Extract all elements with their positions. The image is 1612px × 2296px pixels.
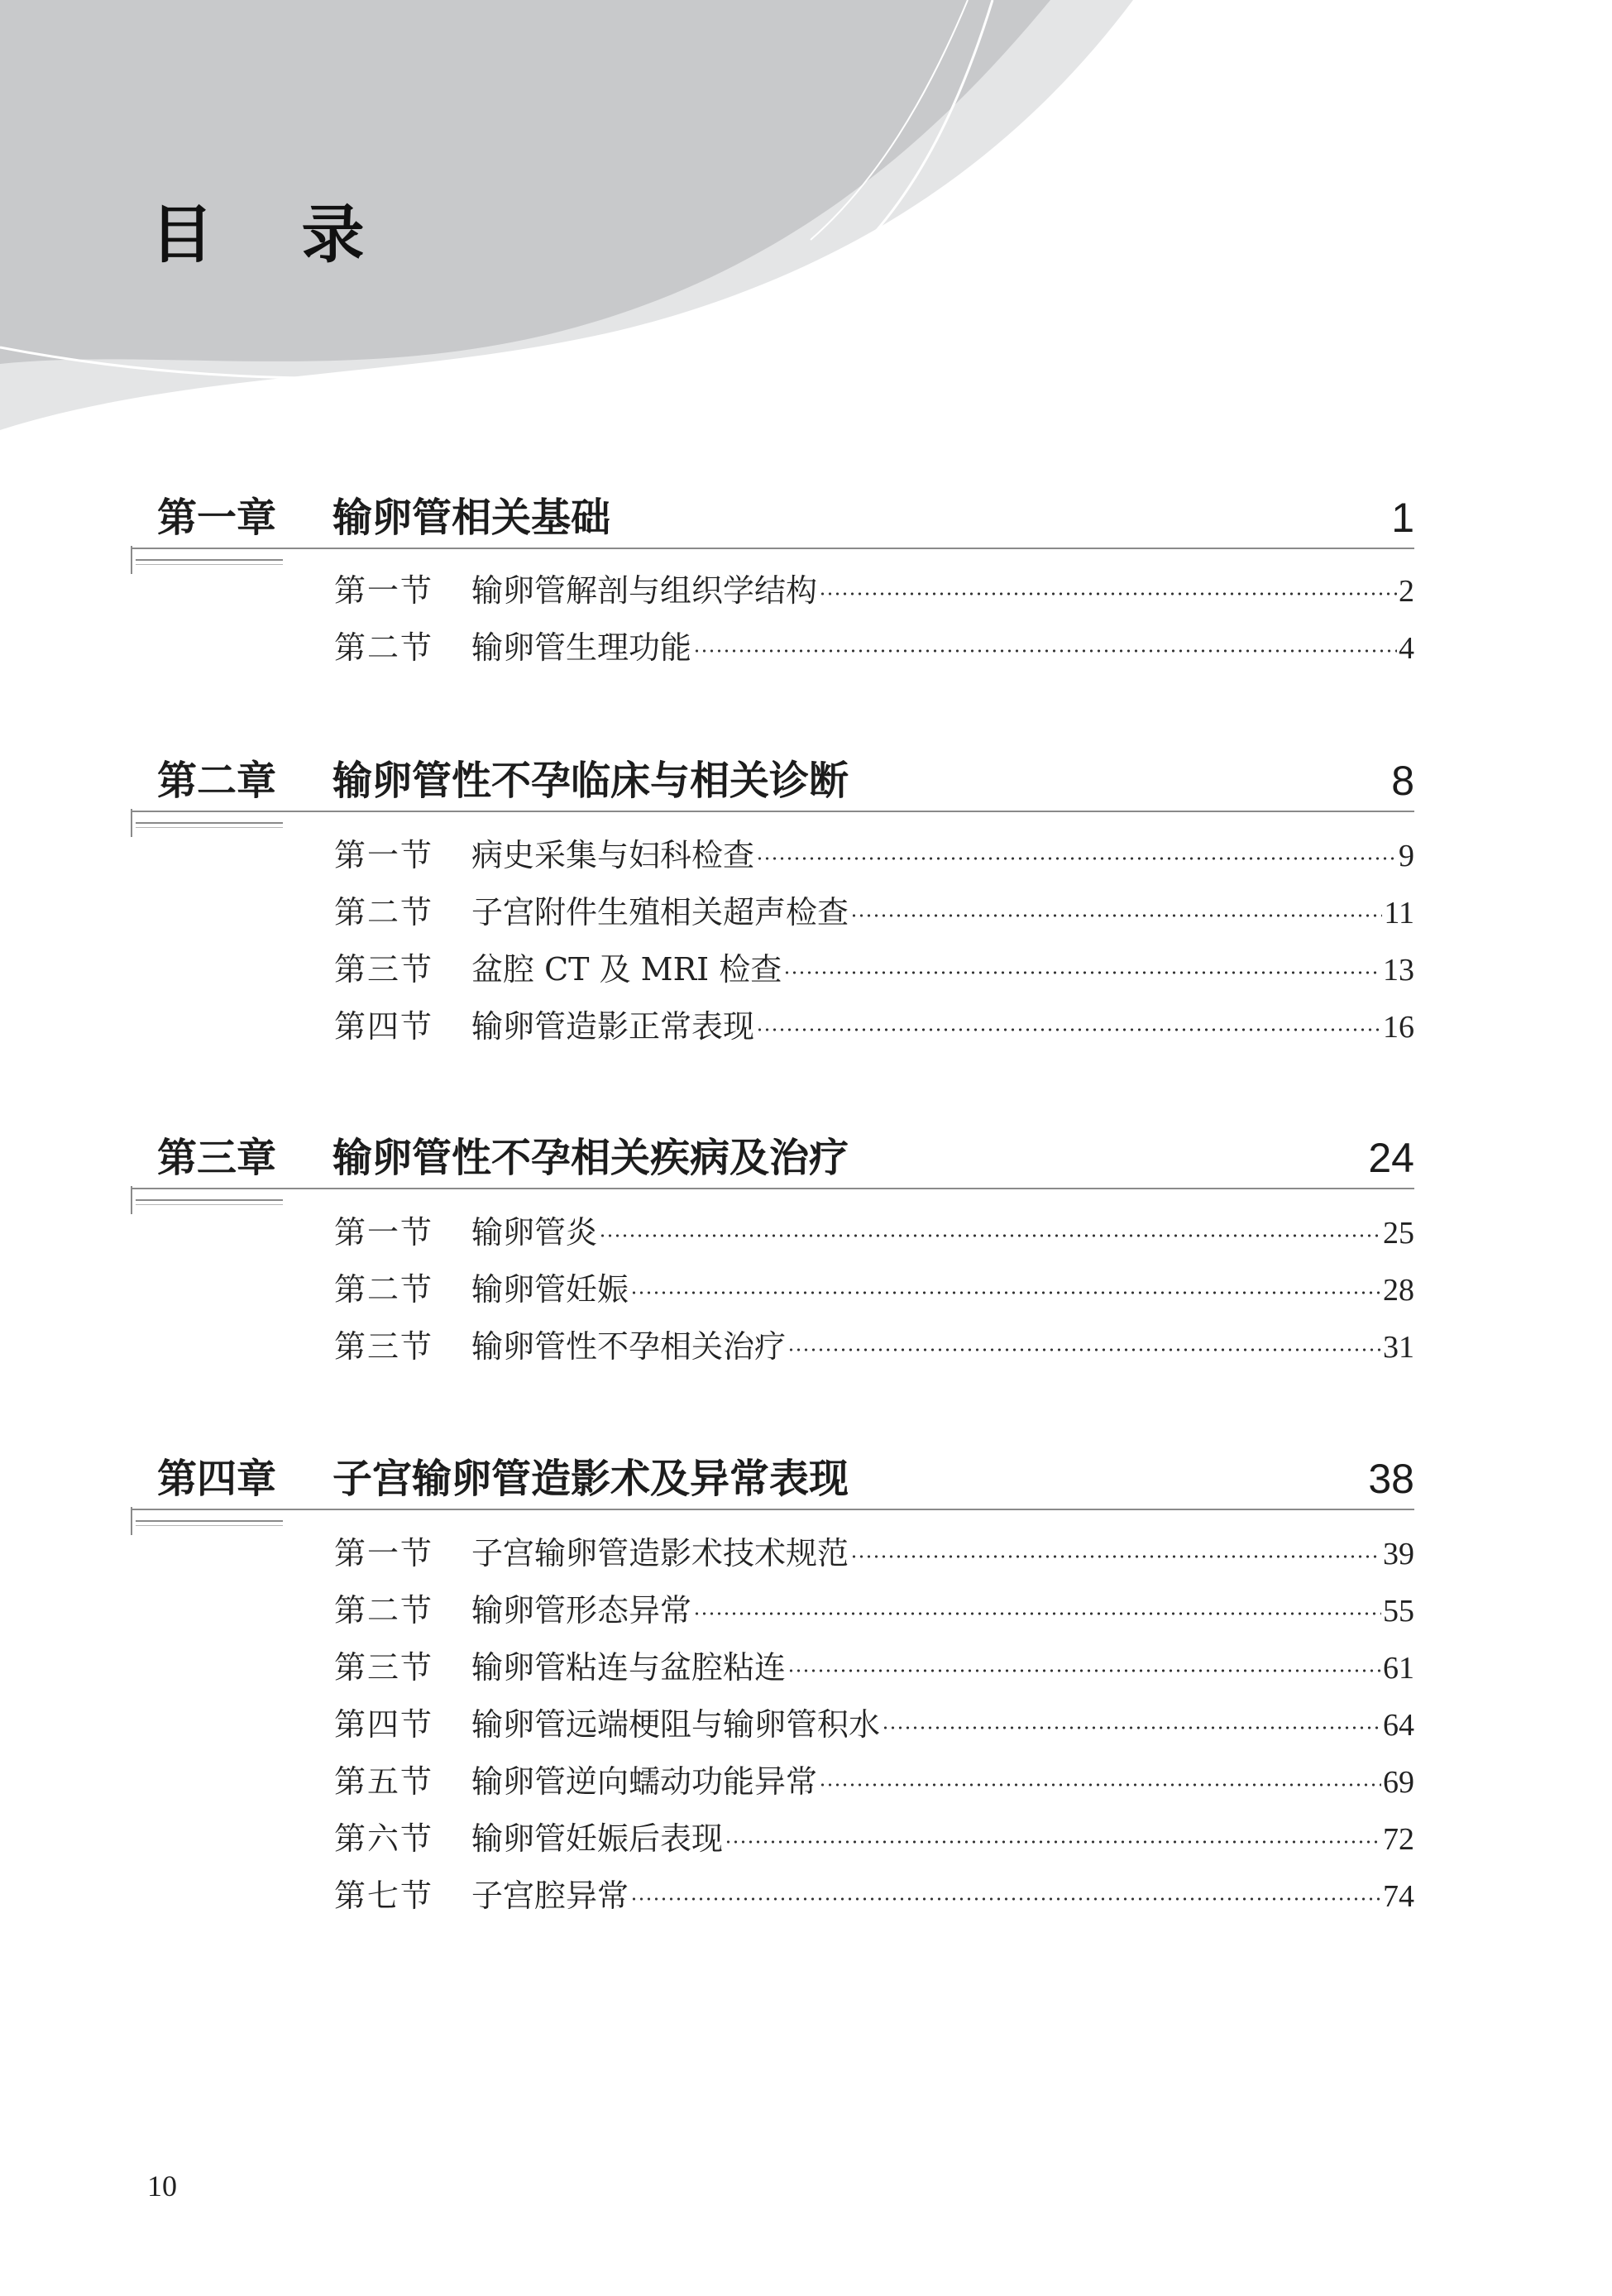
section-entry[interactable] xyxy=(334,1874,1414,1917)
dot-leader xyxy=(756,854,1397,863)
section-title: 输卵管性不孕相关治疗 xyxy=(471,1328,787,1365)
dot-leader xyxy=(850,1552,1381,1561)
section-entry[interactable] xyxy=(334,1589,1414,1632)
section-title: 输卵管远端梗阻与输卵管积水 xyxy=(471,1706,881,1743)
section-number: 第五节 xyxy=(334,1763,434,1800)
section-entry[interactable] xyxy=(334,948,1414,991)
section-page: 72 xyxy=(1383,1822,1414,1857)
section-entry[interactable] xyxy=(334,1211,1414,1254)
section-title: 输卵管形态异常 xyxy=(471,1592,692,1629)
section-title: 输卵管妊娠 xyxy=(471,1271,629,1308)
section-page: 25 xyxy=(1383,1216,1414,1251)
chapter-underline xyxy=(136,822,283,824)
chapter-underline xyxy=(136,559,283,561)
dot-leader xyxy=(819,590,1397,598)
section-title: 输卵管造影正常表现 xyxy=(471,1008,755,1045)
chapter-rule xyxy=(131,811,1414,812)
section-number: 第六节 xyxy=(334,1820,434,1857)
section-number: 第二节 xyxy=(334,629,434,666)
chapter-heading[interactable] xyxy=(157,493,1414,559)
section-title: 输卵管炎 xyxy=(471,1214,598,1251)
section-page: 64 xyxy=(1383,1708,1414,1743)
section-page: 31 xyxy=(1383,1330,1414,1365)
chapter-page: 24 xyxy=(1368,1135,1414,1181)
section-entry[interactable] xyxy=(334,626,1414,669)
chapter-underline-thin xyxy=(136,564,283,565)
chapter-rule xyxy=(131,1509,1414,1510)
dot-leader xyxy=(630,1289,1381,1297)
section-title: 病史采集与妇科检查 xyxy=(471,837,755,873)
chapter-underline xyxy=(136,1520,283,1522)
section-entry[interactable] xyxy=(334,1703,1414,1746)
chapter-page: 8 xyxy=(1391,758,1414,804)
dot-leader xyxy=(882,1724,1381,1732)
section-entry[interactable] xyxy=(334,569,1414,612)
section-title: 子宫腔异常 xyxy=(471,1877,629,1914)
section-number: 第三节 xyxy=(334,951,434,988)
chapter-heading[interactable] xyxy=(157,1133,1414,1199)
section-title: 输卵管妊娠后表现 xyxy=(471,1820,724,1857)
section-page: 74 xyxy=(1383,1879,1414,1914)
section-page: 69 xyxy=(1383,1765,1414,1800)
section-title: 子宫附件生殖相关超声检查 xyxy=(471,894,849,930)
section-page: 61 xyxy=(1383,1651,1414,1686)
chapter-title: 输卵管性不孕相关疾病及治疗 xyxy=(332,1135,849,1181)
section-number: 第一节 xyxy=(334,572,434,609)
section-page: 4 xyxy=(1399,631,1414,666)
section-title: 输卵管逆向蠕动功能异常 xyxy=(471,1763,818,1800)
dot-leader xyxy=(756,1026,1381,1034)
dot-leader xyxy=(787,1346,1381,1354)
section-page: 28 xyxy=(1383,1273,1414,1308)
dot-leader xyxy=(725,1838,1381,1846)
page-number: 10 xyxy=(147,2169,177,2203)
section-number: 第二节 xyxy=(334,1592,434,1629)
chapter-page: 38 xyxy=(1368,1456,1414,1502)
section-entry[interactable] xyxy=(334,1325,1414,1368)
section-title: 输卵管解剖与组织学结构 xyxy=(471,572,818,609)
section-number: 第三节 xyxy=(334,1649,434,1686)
section-entry[interactable] xyxy=(334,1532,1414,1575)
chapter-underline-thin xyxy=(136,1525,283,1526)
section-entry[interactable] xyxy=(334,1268,1414,1311)
section-page: 2 xyxy=(1399,574,1414,609)
section-title: 输卵管粘连与盆腔粘连 xyxy=(471,1649,787,1686)
section-page: 55 xyxy=(1383,1594,1414,1629)
section-entry[interactable] xyxy=(334,891,1414,934)
section-number: 第七节 xyxy=(334,1877,434,1914)
dot-leader xyxy=(693,647,1397,655)
page-title: 目 录 xyxy=(151,198,398,271)
section-number: 第二节 xyxy=(334,1271,434,1308)
chapter-underline-thin xyxy=(136,1204,283,1205)
chapter-title: 子宫输卵管造影术及异常表现 xyxy=(332,1456,849,1502)
dot-leader xyxy=(819,1781,1381,1789)
section-page: 13 xyxy=(1383,953,1414,988)
section-entry[interactable] xyxy=(334,1760,1414,1803)
chapter-underline xyxy=(136,1199,283,1201)
section-entry[interactable] xyxy=(334,1817,1414,1860)
chapter-title: 输卵管相关基础 xyxy=(332,495,611,541)
chapter-heading[interactable] xyxy=(157,1454,1414,1520)
section-number: 第二节 xyxy=(334,894,434,930)
section-number: 第四节 xyxy=(334,1008,434,1045)
section-title: 盆腔 CT 及 MRI 检查 xyxy=(471,951,782,988)
section-number: 第一节 xyxy=(334,837,434,873)
dot-leader xyxy=(787,1667,1381,1675)
chapter-rule xyxy=(131,548,1414,549)
section-page: 9 xyxy=(1399,839,1414,873)
section-page: 39 xyxy=(1383,1537,1414,1571)
section-page: 11 xyxy=(1384,896,1414,930)
chapter-underline-thin xyxy=(136,827,283,828)
section-title: 子宫输卵管造影术技术规范 xyxy=(471,1535,849,1571)
section-number: 第一节 xyxy=(334,1535,434,1571)
chapter-title: 输卵管性不孕临床与相关诊断 xyxy=(332,758,849,804)
chapter-number: 第二章 xyxy=(157,758,277,804)
section-entry[interactable] xyxy=(334,1005,1414,1048)
section-number: 第四节 xyxy=(334,1706,434,1743)
dot-leader xyxy=(693,1610,1381,1618)
section-number: 第三节 xyxy=(334,1328,434,1365)
section-number: 第一节 xyxy=(334,1214,434,1251)
chapter-number: 第四章 xyxy=(157,1456,277,1502)
chapter-number: 第三章 xyxy=(157,1135,277,1181)
section-entry[interactable] xyxy=(334,1646,1414,1689)
chapter-number: 第一章 xyxy=(157,495,277,541)
chapter-heading[interactable] xyxy=(157,756,1414,822)
dot-leader xyxy=(850,911,1382,920)
section-entry[interactable] xyxy=(334,834,1414,877)
chapter-page: 1 xyxy=(1391,495,1414,541)
chapter-rule xyxy=(131,1188,1414,1189)
section-title: 输卵管生理功能 xyxy=(471,629,692,666)
dot-leader xyxy=(599,1232,1381,1240)
section-page: 16 xyxy=(1383,1010,1414,1045)
dot-leader xyxy=(630,1895,1381,1903)
dot-leader xyxy=(783,969,1381,977)
